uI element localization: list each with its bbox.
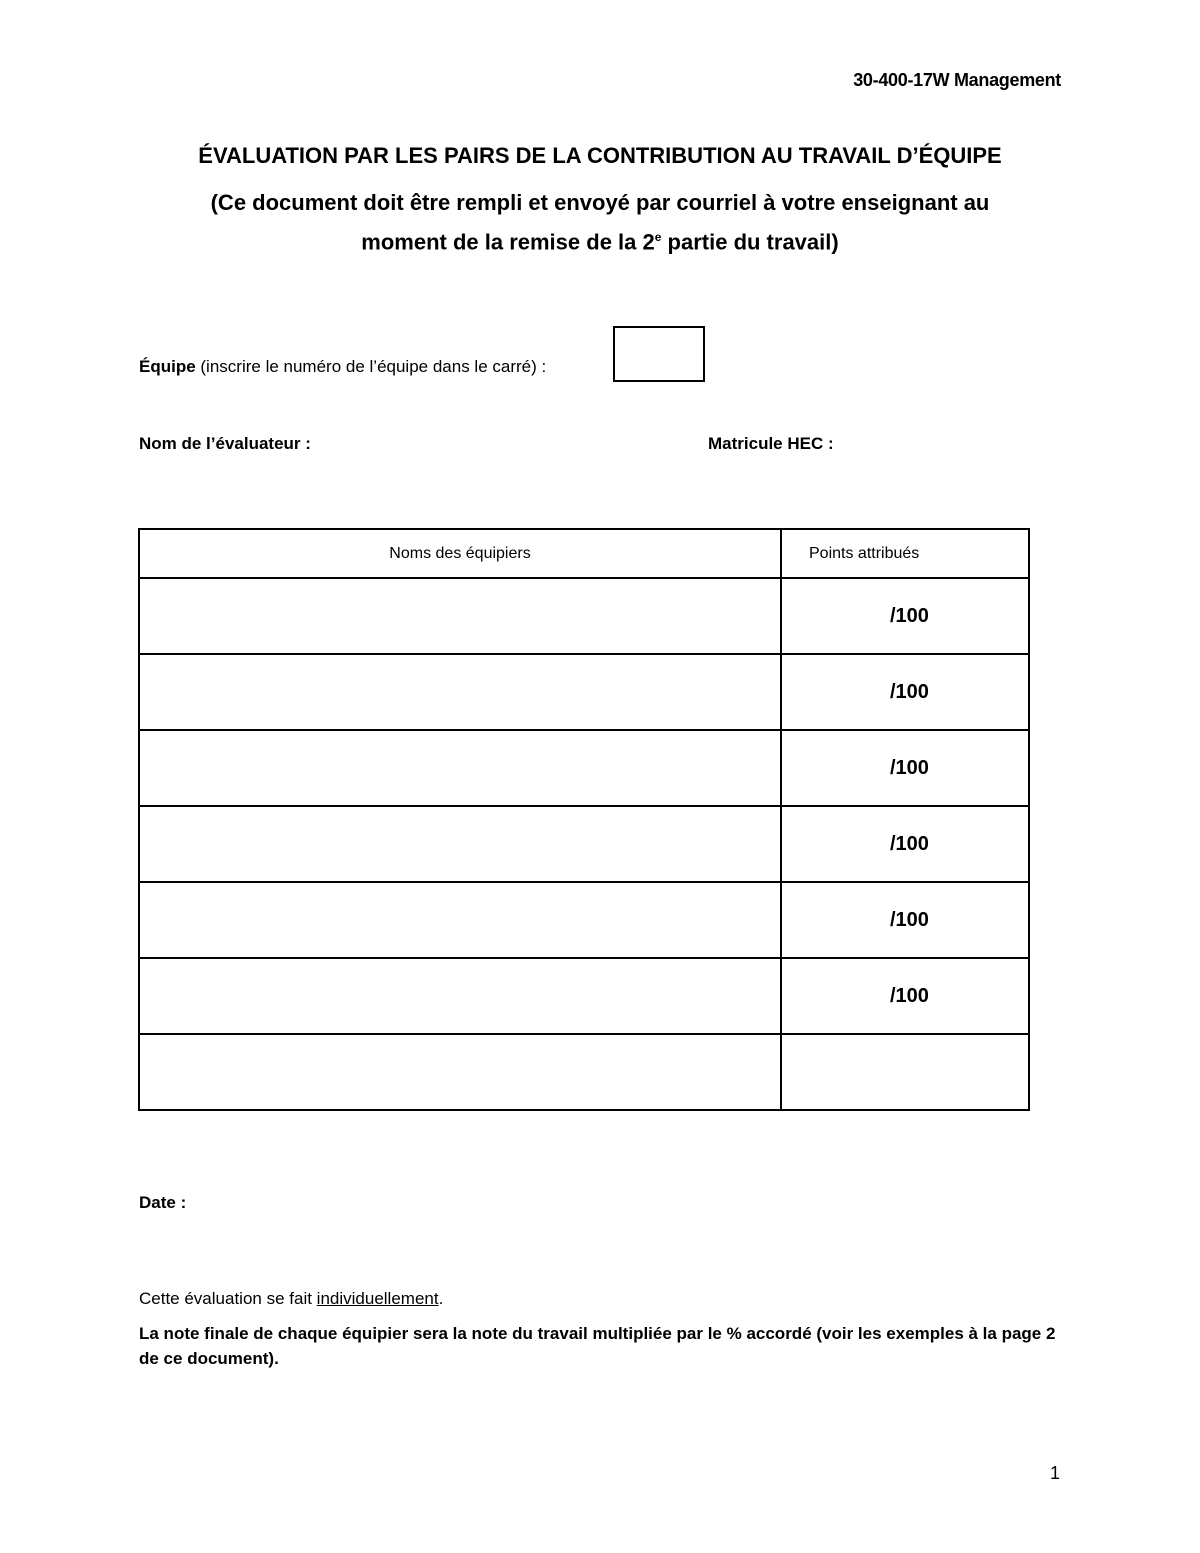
- team-field-label: [139, 357, 546, 377]
- page-subtitle: [150, 186, 1050, 259]
- subtitle-line-2: [150, 220, 1050, 259]
- member-points-cell[interactable]: /100: [781, 654, 1029, 730]
- team-members-table: [138, 528, 1030, 1111]
- note-individual-post: .: [438, 1289, 444, 1308]
- evaluator-id-label: Matricule HEC :: [708, 434, 834, 453]
- column-header-points: Points attribués: [781, 529, 1029, 578]
- note-final-grade: La note finale de chaque équipier sera la note du travail multipliée par le % accordé (voir les exemples à la page 2 de ce document).: [139, 1324, 1056, 1368]
- team-label: Équipe: [139, 357, 196, 376]
- course-header: 30-400-17W Management: [853, 70, 1061, 90]
- table-row: [139, 730, 1029, 806]
- member-points-cell[interactable]: [781, 1034, 1029, 1110]
- member-points-cell[interactable]: /100: [781, 578, 1029, 654]
- member-name-cell[interactable]: [139, 654, 781, 730]
- table-row: [139, 882, 1029, 958]
- member-name-cell[interactable]: [139, 1034, 781, 1110]
- subtitle-line-2-post: partie du travail): [661, 229, 839, 255]
- team-instruction: (inscrire le numéro de l’équipe dans le carré) :: [195, 357, 547, 376]
- table-row: [139, 806, 1029, 882]
- member-name-cell[interactable]: [139, 806, 781, 882]
- subtitle-superscript: e: [654, 230, 662, 244]
- member-name-cell[interactable]: [139, 958, 781, 1034]
- column-header-names: Noms des équipiers: [139, 529, 781, 578]
- evaluator-name-label: Nom de l’évaluateur :: [139, 434, 311, 453]
- member-name-cell[interactable]: [139, 730, 781, 806]
- member-points-cell[interactable]: /100: [781, 882, 1029, 958]
- table-row: [139, 578, 1029, 654]
- table-row: [139, 1034, 1029, 1110]
- member-points-cell[interactable]: /100: [781, 806, 1029, 882]
- subtitle-line-1: (Ce document doit être rempli et envoyé par courriel à votre enseignant au: [210, 190, 990, 215]
- date-label: Date :: [139, 1193, 187, 1212]
- note-individual: [139, 1289, 443, 1309]
- note-individual-pre: Cette évaluation se fait: [139, 1289, 317, 1308]
- member-name-cell[interactable]: [139, 882, 781, 958]
- table-row: [139, 958, 1029, 1034]
- member-points-cell[interactable]: /100: [781, 958, 1029, 1034]
- table-header-row: [139, 529, 1029, 578]
- member-points-cell[interactable]: /100: [781, 730, 1029, 806]
- member-name-cell[interactable]: [139, 578, 781, 654]
- note-individual-emphasis: individuellement: [316, 1289, 439, 1308]
- page-title: ÉVALUATION PAR LES PAIRS DE LA CONTRIBUTION AU TRAVAIL D’ÉQUIPE: [198, 143, 1002, 168]
- page-number: 1: [1049, 1463, 1060, 1483]
- subtitle-line-2-pre: moment de la remise de la 2: [361, 229, 655, 255]
- team-number-box[interactable]: [613, 326, 705, 382]
- table-row: [139, 654, 1029, 730]
